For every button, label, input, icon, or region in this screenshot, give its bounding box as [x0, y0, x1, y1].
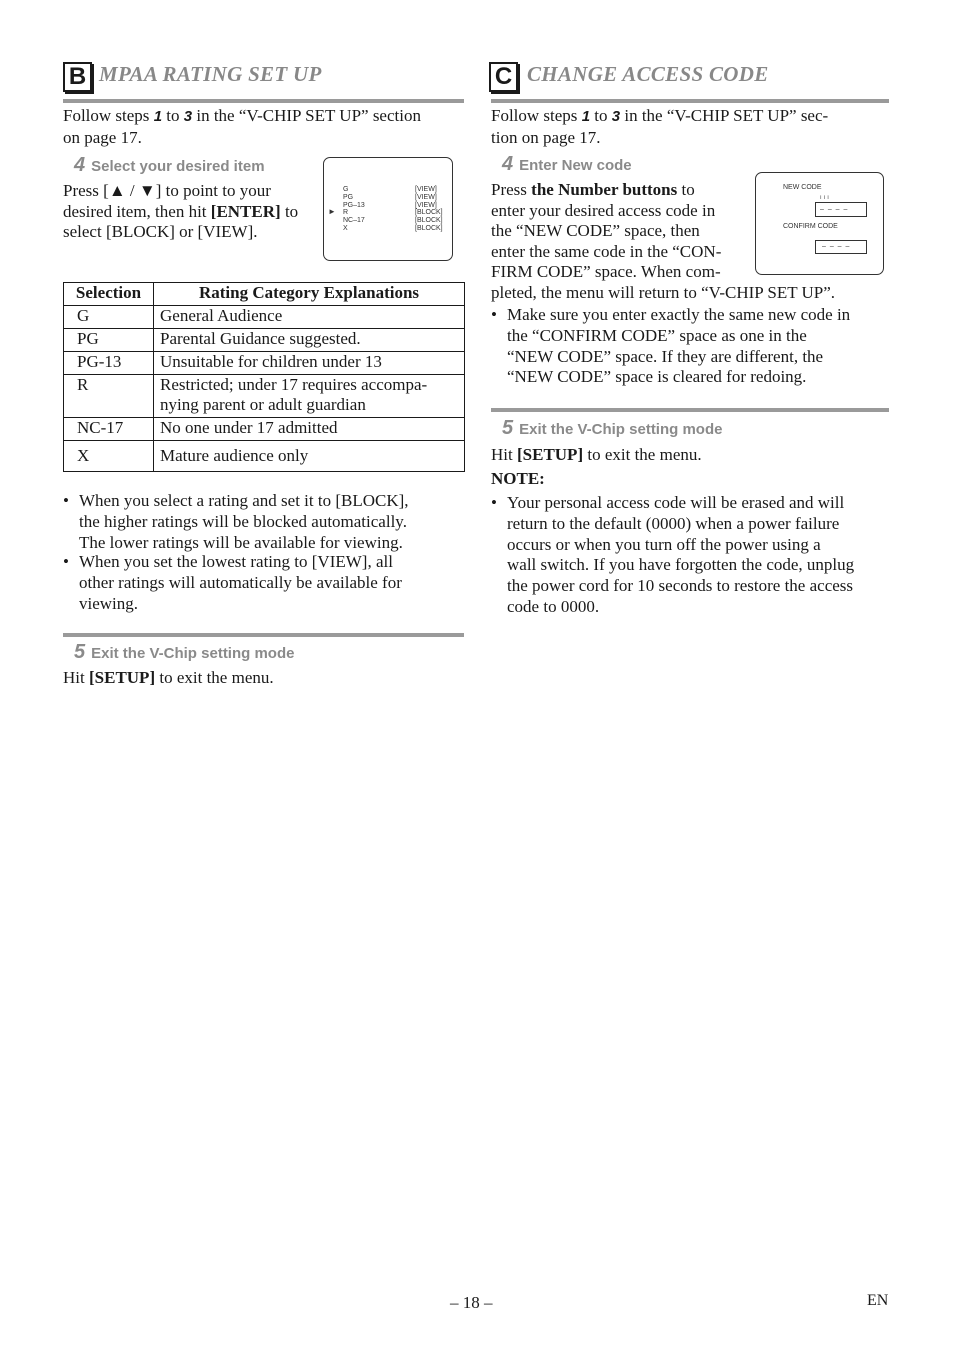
confirm-code-label: CONFIRM CODE: [783, 223, 838, 230]
rating-menu-states: [VIEW] [VIEW] [VIEW] [BLOCK] [BLOCK] [BLOCK]: [415, 186, 443, 232]
section-c-rule: [491, 99, 889, 103]
section-b-title: MPAA RATING SET UP: [99, 62, 322, 86]
section-c-step5-rule: [491, 408, 889, 412]
rating-table-header: [64, 283, 465, 306]
rating-menu-labels: G PG PG–13 R NC–17 X: [343, 186, 365, 232]
new-code-label: NEW CODE: [783, 184, 822, 191]
section-b-step5-rule: [63, 633, 464, 637]
rating-table: [63, 282, 465, 472]
section-c-title: CHANGE ACCESS CODE: [527, 62, 769, 86]
table-row: R Restricted; under 17 requires accompa- nying parent or adult guardian: [64, 375, 465, 418]
table-row: PG Parental Guidance suggested.: [64, 329, 465, 352]
confirm-code-field: – – – –: [815, 240, 867, 254]
page-number: – 18 –: [450, 1293, 493, 1312]
section-b-intro: Follow steps 1 to 3 in the “V-CHIP SET UP” section on page 17.: [63, 106, 421, 147]
section-c-step5-heading: 5 Exit the V-Chip setting mode: [502, 417, 723, 439]
section-b-step5-text: Hit [SETUP] to exit the menu.: [63, 668, 274, 687]
table-row: PG-13 Unsuitable for children under 13: [64, 352, 465, 375]
language-label: EN: [867, 1292, 889, 1309]
new-code-field: – – – –: [815, 202, 867, 217]
access-code-screen: [755, 172, 884, 275]
table-row: NC-17 No one under 17 admitted: [64, 418, 465, 441]
section-b-step4-heading: 4 Select your desired item: [74, 154, 265, 176]
section-c-letter: C: [489, 62, 518, 92]
column-header-selection: Selection: [64, 283, 154, 306]
section-b-rule: [63, 99, 464, 103]
table-row: X Mature audience only: [64, 441, 465, 472]
rating-menu-cursor: ►: [328, 207, 336, 216]
section-b-letter: B: [63, 62, 92, 92]
note-label: NOTE:: [491, 469, 545, 488]
cursor-blink-marks: ╵╵╵: [819, 197, 830, 203]
column-header-explanation: Rating Category Explanations: [154, 283, 465, 306]
section-b-step5-heading: 5 Exit the V-Chip setting mode: [74, 641, 295, 663]
section-c-step4-text: Press the Number buttons to enter your desired access code in the “NEW CODE” space, then enter the same code in the “CON- FIRM CODE” space. When com- pleted, the menu will return to “V-CHIP SET UP”.: [491, 180, 836, 302]
table-row: G General Audience: [64, 306, 465, 329]
section-c-intro: Follow steps 1 to 3 in the “V-CHIP SET UP” sec- tion on page 17.: [491, 106, 829, 147]
section-b-step4-text: Press [▲ / ▼] to point to your desired item, then hit [ENTER] to select [BLOCK] or [VIEW].: [63, 181, 299, 241]
rating-menu-screen: [323, 157, 453, 261]
section-c-step4-heading: 4 Enter New code: [502, 153, 632, 175]
section-c-step5-text: Hit [SETUP] to exit the menu.: [491, 445, 702, 464]
